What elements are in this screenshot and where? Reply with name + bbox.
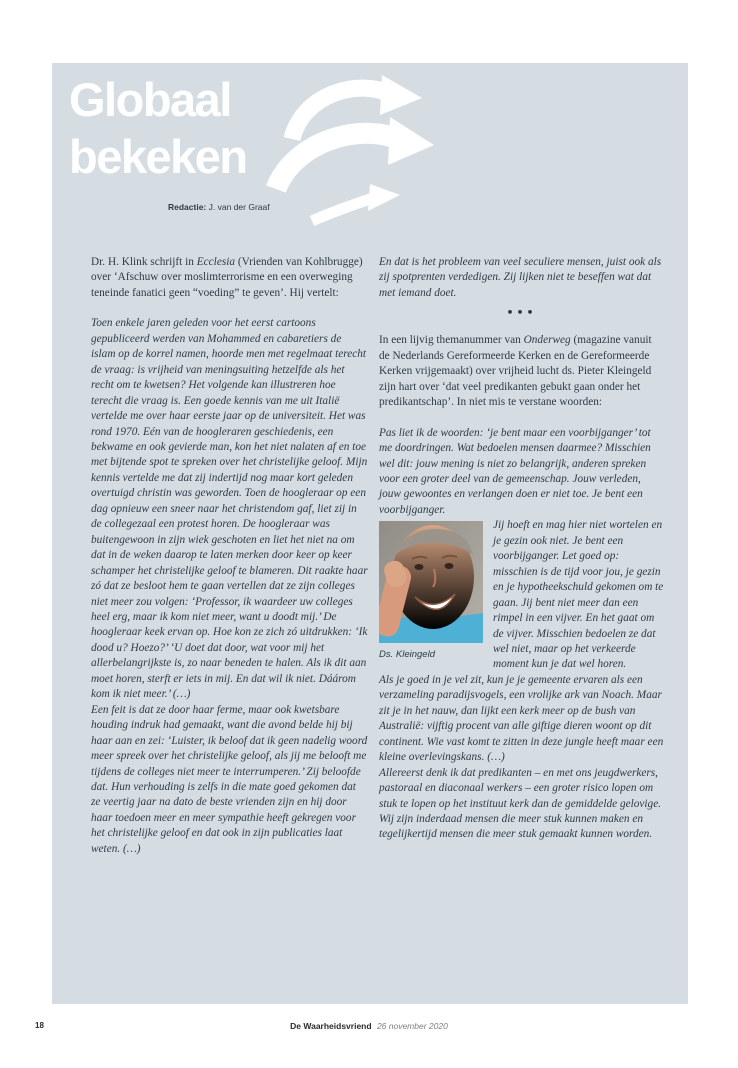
paragraph	[91, 255, 368, 301]
section-separator: •••	[506, 306, 537, 320]
text-segment: (Vrienden van Kohlbrugge) over ‘Afschuw over moslimterrorisme en een overweging teneinde fanatici geen “voeding” te geven’. Hij vertelt:	[91, 256, 363, 299]
text-segment: Allereerst denk ik dat predikanten – en met ons jeugdwerkers, pastoraal en diaconaal werkers – een groter risico lopen om stuk te lopen op het instituut kerk dan de gemiddelde gelovige. Wij zijn inderdaad mensen die meer stuk kunnen maken en tegelijkertijd mensen die meer stuk gemaakt kunnen worden.	[379, 766, 662, 841]
portrait-photo	[379, 521, 483, 662]
paragraph	[379, 255, 664, 301]
left-column	[91, 255, 368, 857]
redactie-name: J. van der Graaf	[208, 202, 270, 212]
text-segment: Toen enkele jaren geleden voor het eerst cartoons gepubliceerd werden van Mohammed en cabaretiers de islam op de korrel namen, hoorde men met regelmaat terecht de vraag: is vrijheid van meningsuiting hetzelfde als het recht om te kwetsen? Het volgende kan illustreren hoe terecht die vraag is. Een goede kennis van me uit Italië vertelde me over haar eerste jaar op de universiteit. Het was rond 1970. Eén van de hoogleraren geschiedenis, een bekwame en ook gevierde man, kon het niet nalaten af en toe met bijtende spot te spreken over het christelijke geloof. Mijn kennis vertelde me dat zij indertijd nog maar kort geleden overtuigd christin was geworden. Toen de hoogleraar op een dag opnieuw een sneer naar het christendom gaf, liet zij in de collegezaal een protest horen. De hoogleraar was buitengewoon in zijn wiek geschoten en liet het niet na om dat in de weken daarop te laten merken door keer op keer schamper het christelijke geloof te blameren. Dit raakte haar zó dat ze besloot hem te gaan vertellen dat ze zijn colleges niet meer zou volgen: ‘Professor, ik waardeer uw colleges heel erg, maar ik kom niet meer, want u doodt mij.’ De hoogleraar keek ervan op. Hoe kon ze zich zó uitdrukken: ‘Ik dood u? Hoezo?’ ‘U doet dat door, wat voor mij het allerbelangrijkste is, zo naar beneden te halen. Als ik dit aan moet horen, sterft er iets in mij. En dat wil ik niet. Dáárom kom ik niet meer.’ (…)	[91, 317, 368, 701]
text-segment: En dat is het probleem van veel seculiere mensen, juist ook als zij spotprenten verdedigen. Zij lijken niet te beseffen wat dat met iemand doet.	[379, 256, 662, 299]
text-segment: Ecclesia	[196, 256, 236, 268]
magazine-name: De Waarheidsvriend	[290, 1021, 372, 1031]
paragraph	[379, 518, 664, 673]
page-title-line2: bekeken	[69, 130, 247, 183]
paragraph	[91, 703, 368, 858]
footer	[0, 1021, 738, 1031]
text-segment: (magazine vanuit de Nederlands Gereformeerde Kerken en de Gereformeerde Kerken vrijgemaakt) over vrijheid lucht ds. Pieter Kleingeld zijn hart over ‘dat veel predikanten gebukt gaan onder het predikantschap’. In niet mis te verstane woorden:	[379, 334, 652, 409]
arrows-logo-icon	[260, 65, 446, 235]
page-number: 18	[35, 1021, 44, 1030]
paragraph	[379, 333, 664, 410]
text-segment: Pas liet ik de woorden: ‘je bent maar een voorbijganger’ tot me doordringen. Wat bedoelen mensen daarmee? Misschien wel dit: jouw mening is niet zo belangrijk, anderen spreken voor een groter deel van de gemeenschap. Jouw verleden, jouw gewoontes en verlangen doen er niet toe. Je bent een voorbijganger.	[379, 426, 651, 516]
redactie-line	[168, 202, 270, 212]
paragraph	[379, 673, 664, 766]
issue-date: 26 november 2020	[376, 1021, 448, 1031]
text-segment: Dr. H. Klink schrijft in	[91, 256, 197, 268]
article-panel	[52, 63, 688, 1004]
photo-caption: Ds. Kleingeld	[379, 649, 435, 661]
right-column	[379, 255, 664, 843]
text-segment: Onderweg	[523, 334, 571, 347]
text-segment: In een lijvig themanummer van	[379, 334, 524, 347]
text-segment: Jij hoeft en mag hier niet wortelen en je gezin ook niet. Je bent een voorbijganger. Let goed op: misschien is de tijd voor jou, je gezin en je hypotheekschuld gekomen om te gaan. Jij bent niet meer dan een rimpel in een vijver. En het gaat om de vijver. Misschien bedoelen ze dat wel niet, maar op het verkeerde moment kun je dat wel horen.	[493, 519, 664, 671]
text-segment: Een feit is dat ze door haar ferme, maar ook kwetsbare houding indruk had gemaakt, want die avond belde hij bij haar aan en zei: ‘Luister, ik beloof dat ik geen nadelig woord meer spreek over het christelijke geloof, als jij me belooft me tijdens de colleges niet meer te interrumperen.’ Zij beloofde dat. Hun verhouding is zelfs in die mate goed gekomen dat ze veertig jaar na dato de beste vrienden zijn en hij door haar toedoen meer en meer sympathie heeft gekregen voor het christelijke geloof en dat ook in zijn publicaties laat weten. (…)	[91, 703, 368, 855]
page-title	[69, 71, 247, 185]
redactie-label: Redactie:	[168, 202, 207, 212]
paragraph	[379, 766, 664, 843]
portrait-photo-image	[379, 521, 483, 643]
page-title-line1: Globaal	[69, 73, 231, 126]
paragraph	[91, 316, 368, 702]
text-segment: Als je goed in je vel zit, kun je je gemeente ervaren als een verzameling paradijsvogels, een vrolijke ark van Noach. Maar zit je in het nauw, dan lijkt een kerk meer op de bush van Australië: vijftig procent van alle giftige dieren woont op dit continent. Wie vast komt te zitten in deze jungle heeft maar een kleine overlevingskans. (…)	[379, 673, 664, 764]
paragraph	[379, 426, 664, 519]
